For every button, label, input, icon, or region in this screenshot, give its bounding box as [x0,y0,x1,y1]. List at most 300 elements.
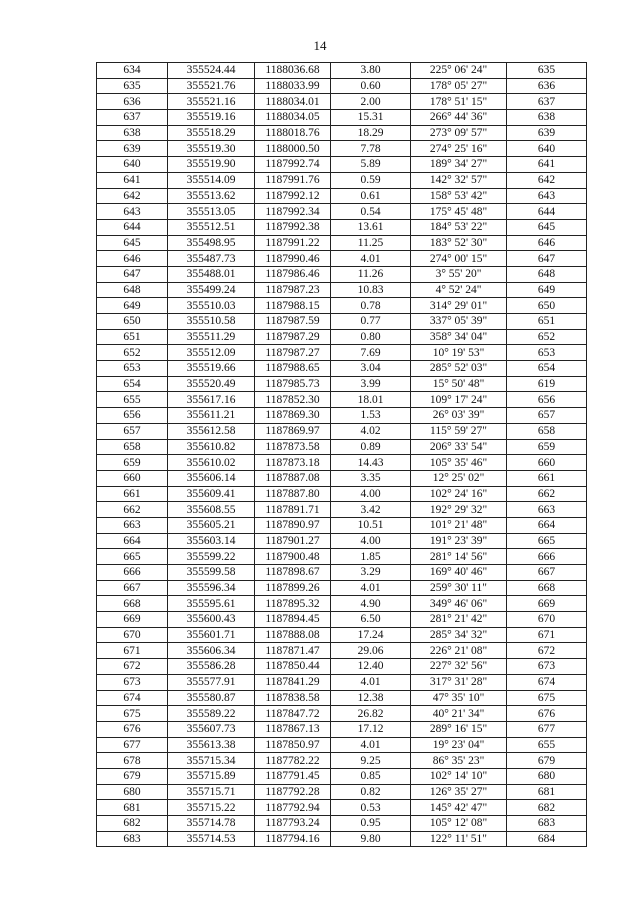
y-coordinate-cell: 1187782.22 [255,753,331,769]
x-coordinate-cell: 355586.28 [168,659,255,675]
distance-cell: 11.25 [331,235,411,251]
y-coordinate-cell: 1187873.18 [255,455,331,471]
point-from-cell: 641 [97,172,168,188]
bearing-cell: 105° 35' 46" [411,455,507,471]
point-to-cell: 635 [507,63,587,79]
y-coordinate-cell: 1188036.68 [255,63,331,79]
distance-cell: 3.42 [331,502,411,518]
bearing-cell: 4° 52' 24" [411,282,507,298]
table-row [97,612,587,628]
y-coordinate-cell: 1187838.58 [255,690,331,706]
x-coordinate-cell: 355510.58 [168,314,255,330]
x-coordinate-cell: 355519.90 [168,157,255,173]
y-coordinate-cell: 1187850.97 [255,737,331,753]
distance-cell: 12.38 [331,690,411,706]
bearing-cell: 281° 21' 42" [411,612,507,628]
table-row [97,235,587,251]
x-coordinate-cell: 355600.43 [168,612,255,628]
point-to-cell: 671 [507,627,587,643]
bearing-cell: 145° 42' 47" [411,800,507,816]
point-to-cell: 659 [507,439,587,455]
point-from-cell: 683 [97,831,168,847]
x-coordinate-cell: 355487.73 [168,251,255,267]
point-from-cell: 643 [97,204,168,220]
point-to-cell: 638 [507,110,587,126]
distance-cell: 9.25 [331,753,411,769]
point-from-cell: 670 [97,627,168,643]
point-to-cell: 681 [507,784,587,800]
x-coordinate-cell: 355577.91 [168,674,255,690]
page-number: 14 [313,38,327,53]
point-to-cell: 680 [507,768,587,784]
bearing-cell: 349° 46' 06" [411,596,507,612]
y-coordinate-cell: 1187891.71 [255,502,331,518]
x-coordinate-cell: 355513.62 [168,188,255,204]
point-from-cell: 652 [97,345,168,361]
table-row [97,831,587,847]
bearing-cell: 266° 44' 36" [411,110,507,126]
distance-cell: 4.90 [331,596,411,612]
x-coordinate-cell: 355513.05 [168,204,255,220]
bearing-cell: 102° 24' 16" [411,486,507,502]
x-coordinate-cell: 355606.14 [168,470,255,486]
distance-cell: 6.50 [331,612,411,628]
y-coordinate-cell: 1187794.16 [255,831,331,847]
y-coordinate-cell: 1187898.67 [255,565,331,581]
table-row [97,533,587,549]
bearing-cell: 314° 29' 01" [411,298,507,314]
distance-cell: 18.01 [331,392,411,408]
table-row [97,565,587,581]
distance-cell: 15.31 [331,110,411,126]
bearing-cell: 206° 33' 54" [411,439,507,455]
x-coordinate-cell: 355609.41 [168,486,255,502]
bearing-cell: 169° 40' 46" [411,565,507,581]
point-to-cell: 642 [507,172,587,188]
point-to-cell: 655 [507,737,587,753]
x-coordinate-cell: 355599.58 [168,565,255,581]
bearing-cell: 184° 53' 22" [411,219,507,235]
y-coordinate-cell: 1187890.97 [255,517,331,533]
table-row [97,706,587,722]
bearing-cell: 178° 51' 15" [411,94,507,110]
point-to-cell: 663 [507,502,587,518]
table-row [97,63,587,79]
distance-cell: 4.00 [331,533,411,549]
bearing-cell: 183° 52' 30" [411,235,507,251]
bearing-cell: 337° 05' 39" [411,314,507,330]
point-from-cell: 655 [97,392,168,408]
distance-cell: 5.89 [331,157,411,173]
x-coordinate-cell: 355580.87 [168,690,255,706]
point-to-cell: 676 [507,706,587,722]
point-from-cell: 661 [97,486,168,502]
y-coordinate-cell: 1187992.38 [255,219,331,235]
bearing-cell: 105° 12' 08" [411,816,507,832]
x-coordinate-cell: 355606.34 [168,643,255,659]
table-row [97,125,587,141]
x-coordinate-cell: 355512.09 [168,345,255,361]
bearing-cell: 102° 14' 10" [411,768,507,784]
bearing-cell: 227° 32' 56" [411,659,507,675]
table-row [97,361,587,377]
point-from-cell: 635 [97,78,168,94]
point-from-cell: 637 [97,110,168,126]
y-coordinate-cell: 1187869.30 [255,408,331,424]
table-row [97,580,587,596]
table-row [97,141,587,157]
x-coordinate-cell: 355610.82 [168,439,255,455]
distance-cell: 0.53 [331,800,411,816]
point-to-cell: 673 [507,659,587,675]
bearing-cell: 3° 55' 20" [411,266,507,282]
point-from-cell: 667 [97,580,168,596]
y-coordinate-cell: 1187887.08 [255,470,331,486]
table-row [97,659,587,675]
y-coordinate-cell: 1187988.15 [255,298,331,314]
y-coordinate-cell: 1187985.73 [255,376,331,392]
distance-cell: 11.26 [331,266,411,282]
point-from-cell: 640 [97,157,168,173]
bearing-cell: 109° 17' 24" [411,392,507,408]
distance-cell: 3.04 [331,361,411,377]
point-from-cell: 662 [97,502,168,518]
point-from-cell: 673 [97,674,168,690]
table-row [97,314,587,330]
point-from-cell: 677 [97,737,168,753]
table-body [97,63,587,847]
x-coordinate-cell: 355499.24 [168,282,255,298]
y-coordinate-cell: 1188034.01 [255,94,331,110]
point-to-cell: 667 [507,565,587,581]
distance-cell: 4.01 [331,674,411,690]
y-coordinate-cell: 1187987.23 [255,282,331,298]
point-to-cell: 652 [507,329,587,345]
point-to-cell: 683 [507,816,587,832]
table-row [97,800,587,816]
y-coordinate-cell: 1187986.46 [255,266,331,282]
table-row [97,753,587,769]
bearing-cell: 101° 21' 48" [411,517,507,533]
point-from-cell: 653 [97,361,168,377]
bearing-cell: 317° 31' 28" [411,674,507,690]
y-coordinate-cell: 1187990.46 [255,251,331,267]
bearing-cell: 10° 19' 53" [411,345,507,361]
point-to-cell: 669 [507,596,587,612]
x-coordinate-cell: 355608.55 [168,502,255,518]
y-coordinate-cell: 1187873.58 [255,439,331,455]
point-from-cell: 682 [97,816,168,832]
point-to-cell: 677 [507,721,587,737]
table-row [97,549,587,565]
bearing-cell: 175° 45' 48" [411,204,507,220]
distance-cell: 3.99 [331,376,411,392]
point-from-cell: 651 [97,329,168,345]
table-row [97,110,587,126]
distance-cell: 7.69 [331,345,411,361]
point-to-cell: 639 [507,125,587,141]
bearing-cell: 40° 21' 34" [411,706,507,722]
x-coordinate-cell: 355603.14 [168,533,255,549]
point-to-cell: 648 [507,266,587,282]
y-coordinate-cell: 1187987.29 [255,329,331,345]
table-row [97,674,587,690]
table-row [97,78,587,94]
x-coordinate-cell: 355715.22 [168,800,255,816]
table-row [97,376,587,392]
y-coordinate-cell: 1187852.30 [255,392,331,408]
point-to-cell: 664 [507,517,587,533]
y-coordinate-cell: 1187841.29 [255,674,331,690]
table-row [97,643,587,659]
y-coordinate-cell: 1187900.48 [255,549,331,565]
point-to-cell: 653 [507,345,587,361]
table-row [97,408,587,424]
point-from-cell: 658 [97,439,168,455]
table-row [97,251,587,267]
table-row [97,721,587,737]
table-row [97,329,587,345]
point-from-cell: 675 [97,706,168,722]
point-from-cell: 674 [97,690,168,706]
y-coordinate-cell: 1187992.34 [255,204,331,220]
distance-cell: 12.40 [331,659,411,675]
y-coordinate-cell: 1187992.12 [255,188,331,204]
bearing-cell: 225° 06' 24" [411,63,507,79]
table-row [97,455,587,471]
table-row [97,157,587,173]
distance-cell: 0.54 [331,204,411,220]
distance-cell: 29.06 [331,643,411,659]
table-row [97,188,587,204]
table-row [97,439,587,455]
x-coordinate-cell: 355512.51 [168,219,255,235]
distance-cell: 10.83 [331,282,411,298]
bearing-cell: 192° 29' 32" [411,502,507,518]
point-to-cell: 644 [507,204,587,220]
point-to-cell: 661 [507,470,587,486]
table-row [97,392,587,408]
y-coordinate-cell: 1187791.45 [255,768,331,784]
table-row [97,627,587,643]
distance-cell: 3.35 [331,470,411,486]
y-coordinate-cell: 1188018.76 [255,125,331,141]
point-to-cell: 668 [507,580,587,596]
distance-cell: 0.82 [331,784,411,800]
point-from-cell: 680 [97,784,168,800]
table-row [97,172,587,188]
bearing-cell: 115° 59' 27" [411,423,507,439]
point-from-cell: 650 [97,314,168,330]
bearing-cell: 15° 50' 48" [411,376,507,392]
point-to-cell: 657 [507,408,587,424]
point-to-cell: 640 [507,141,587,157]
y-coordinate-cell: 1188034.05 [255,110,331,126]
x-coordinate-cell: 355595.61 [168,596,255,612]
point-to-cell: 637 [507,94,587,110]
point-to-cell: 662 [507,486,587,502]
table-row [97,423,587,439]
distance-cell: 14.43 [331,455,411,471]
point-to-cell: 656 [507,392,587,408]
x-coordinate-cell: 355498.95 [168,235,255,251]
point-from-cell: 663 [97,517,168,533]
y-coordinate-cell: 1187899.26 [255,580,331,596]
distance-cell: 17.24 [331,627,411,643]
x-coordinate-cell: 355613.38 [168,737,255,753]
table-row [97,470,587,486]
point-to-cell: 641 [507,157,587,173]
y-coordinate-cell: 1187887.80 [255,486,331,502]
x-coordinate-cell: 355715.34 [168,753,255,769]
table-row [97,502,587,518]
distance-cell: 3.29 [331,565,411,581]
point-from-cell: 681 [97,800,168,816]
distance-cell: 0.89 [331,439,411,455]
point-to-cell: 650 [507,298,587,314]
x-coordinate-cell: 355714.78 [168,816,255,832]
point-from-cell: 647 [97,266,168,282]
bearing-cell: 19° 23' 04" [411,737,507,753]
table-row [97,816,587,832]
x-coordinate-cell: 355511.29 [168,329,255,345]
distance-cell: 13.61 [331,219,411,235]
point-from-cell: 660 [97,470,168,486]
y-coordinate-cell: 1187988.65 [255,361,331,377]
x-coordinate-cell: 355715.89 [168,768,255,784]
bearing-cell: 358° 34' 04" [411,329,507,345]
point-from-cell: 668 [97,596,168,612]
bearing-cell: 226° 21' 08" [411,643,507,659]
bearing-cell: 273° 09' 57" [411,125,507,141]
distance-cell: 2.00 [331,94,411,110]
distance-cell: 0.59 [331,172,411,188]
distance-cell: 0.77 [331,314,411,330]
distance-cell: 26.82 [331,706,411,722]
x-coordinate-cell: 355524.44 [168,63,255,79]
point-from-cell: 654 [97,376,168,392]
y-coordinate-cell: 1187992.74 [255,157,331,173]
distance-cell: 4.02 [331,423,411,439]
table-row [97,282,587,298]
y-coordinate-cell: 1187991.76 [255,172,331,188]
point-to-cell: 645 [507,219,587,235]
distance-cell: 4.01 [331,580,411,596]
point-to-cell: 666 [507,549,587,565]
x-coordinate-cell: 355714.53 [168,831,255,847]
point-from-cell: 665 [97,549,168,565]
y-coordinate-cell: 1187847.72 [255,706,331,722]
point-from-cell: 649 [97,298,168,314]
y-coordinate-cell: 1187793.24 [255,816,331,832]
point-to-cell: 647 [507,251,587,267]
x-coordinate-cell: 355519.16 [168,110,255,126]
point-from-cell: 646 [97,251,168,267]
distance-cell: 9.80 [331,831,411,847]
bearing-cell: 285° 52' 03" [411,361,507,377]
bearing-cell: 191° 23' 39" [411,533,507,549]
x-coordinate-cell: 355610.02 [168,455,255,471]
point-to-cell: 674 [507,674,587,690]
bearing-cell: 158° 53' 42" [411,188,507,204]
bearing-cell: 122° 11' 51" [411,831,507,847]
y-coordinate-cell: 1187901.27 [255,533,331,549]
point-from-cell: 664 [97,533,168,549]
point-to-cell: 649 [507,282,587,298]
point-from-cell: 634 [97,63,168,79]
x-coordinate-cell: 355617.16 [168,392,255,408]
table-row [97,517,587,533]
y-coordinate-cell: 1188000.50 [255,141,331,157]
point-to-cell: 636 [507,78,587,94]
table-row [97,298,587,314]
point-to-cell: 658 [507,423,587,439]
distance-cell: 0.60 [331,78,411,94]
bearing-cell: 142° 32' 57" [411,172,507,188]
distance-cell: 4.01 [331,251,411,267]
x-coordinate-cell: 355521.76 [168,78,255,94]
y-coordinate-cell: 1187987.59 [255,314,331,330]
point-from-cell: 636 [97,94,168,110]
x-coordinate-cell: 355612.58 [168,423,255,439]
y-coordinate-cell: 1187894.45 [255,612,331,628]
y-coordinate-cell: 1187987.27 [255,345,331,361]
x-coordinate-cell: 355514.09 [168,172,255,188]
y-coordinate-cell: 1187850.44 [255,659,331,675]
bearing-cell: 285° 34' 32" [411,627,507,643]
x-coordinate-cell: 355519.66 [168,361,255,377]
bearing-cell: 178° 05' 27" [411,78,507,94]
y-coordinate-cell: 1187792.28 [255,784,331,800]
table-row [97,737,587,753]
point-to-cell: 684 [507,831,587,847]
bearing-cell: 26° 03' 39" [411,408,507,424]
point-from-cell: 648 [97,282,168,298]
y-coordinate-cell: 1187869.97 [255,423,331,439]
point-to-cell: 672 [507,643,587,659]
point-from-cell: 642 [97,188,168,204]
point-to-cell: 679 [507,753,587,769]
bearing-cell: 189° 34' 27" [411,157,507,173]
point-from-cell: 678 [97,753,168,769]
bearing-cell: 47° 35' 10" [411,690,507,706]
table-row [97,94,587,110]
distance-cell: 3.80 [331,63,411,79]
y-coordinate-cell: 1187991.22 [255,235,331,251]
x-coordinate-cell: 355488.01 [168,266,255,282]
x-coordinate-cell: 355611.21 [168,408,255,424]
table-row [97,768,587,784]
x-coordinate-cell: 355607.73 [168,721,255,737]
bearing-cell: 126° 35' 27" [411,784,507,800]
distance-cell: 0.78 [331,298,411,314]
distance-cell: 4.00 [331,486,411,502]
point-from-cell: 672 [97,659,168,675]
table-row [97,784,587,800]
distance-cell: 7.78 [331,141,411,157]
x-coordinate-cell: 355715.71 [168,784,255,800]
x-coordinate-cell: 355520.49 [168,376,255,392]
point-to-cell: 643 [507,188,587,204]
table-row [97,690,587,706]
y-coordinate-cell: 1187792.94 [255,800,331,816]
bearing-cell: 274° 00' 15" [411,251,507,267]
point-to-cell: 670 [507,612,587,628]
table-row [97,486,587,502]
bearing-cell: 259° 30' 11" [411,580,507,596]
point-from-cell: 645 [97,235,168,251]
distance-cell: 0.61 [331,188,411,204]
